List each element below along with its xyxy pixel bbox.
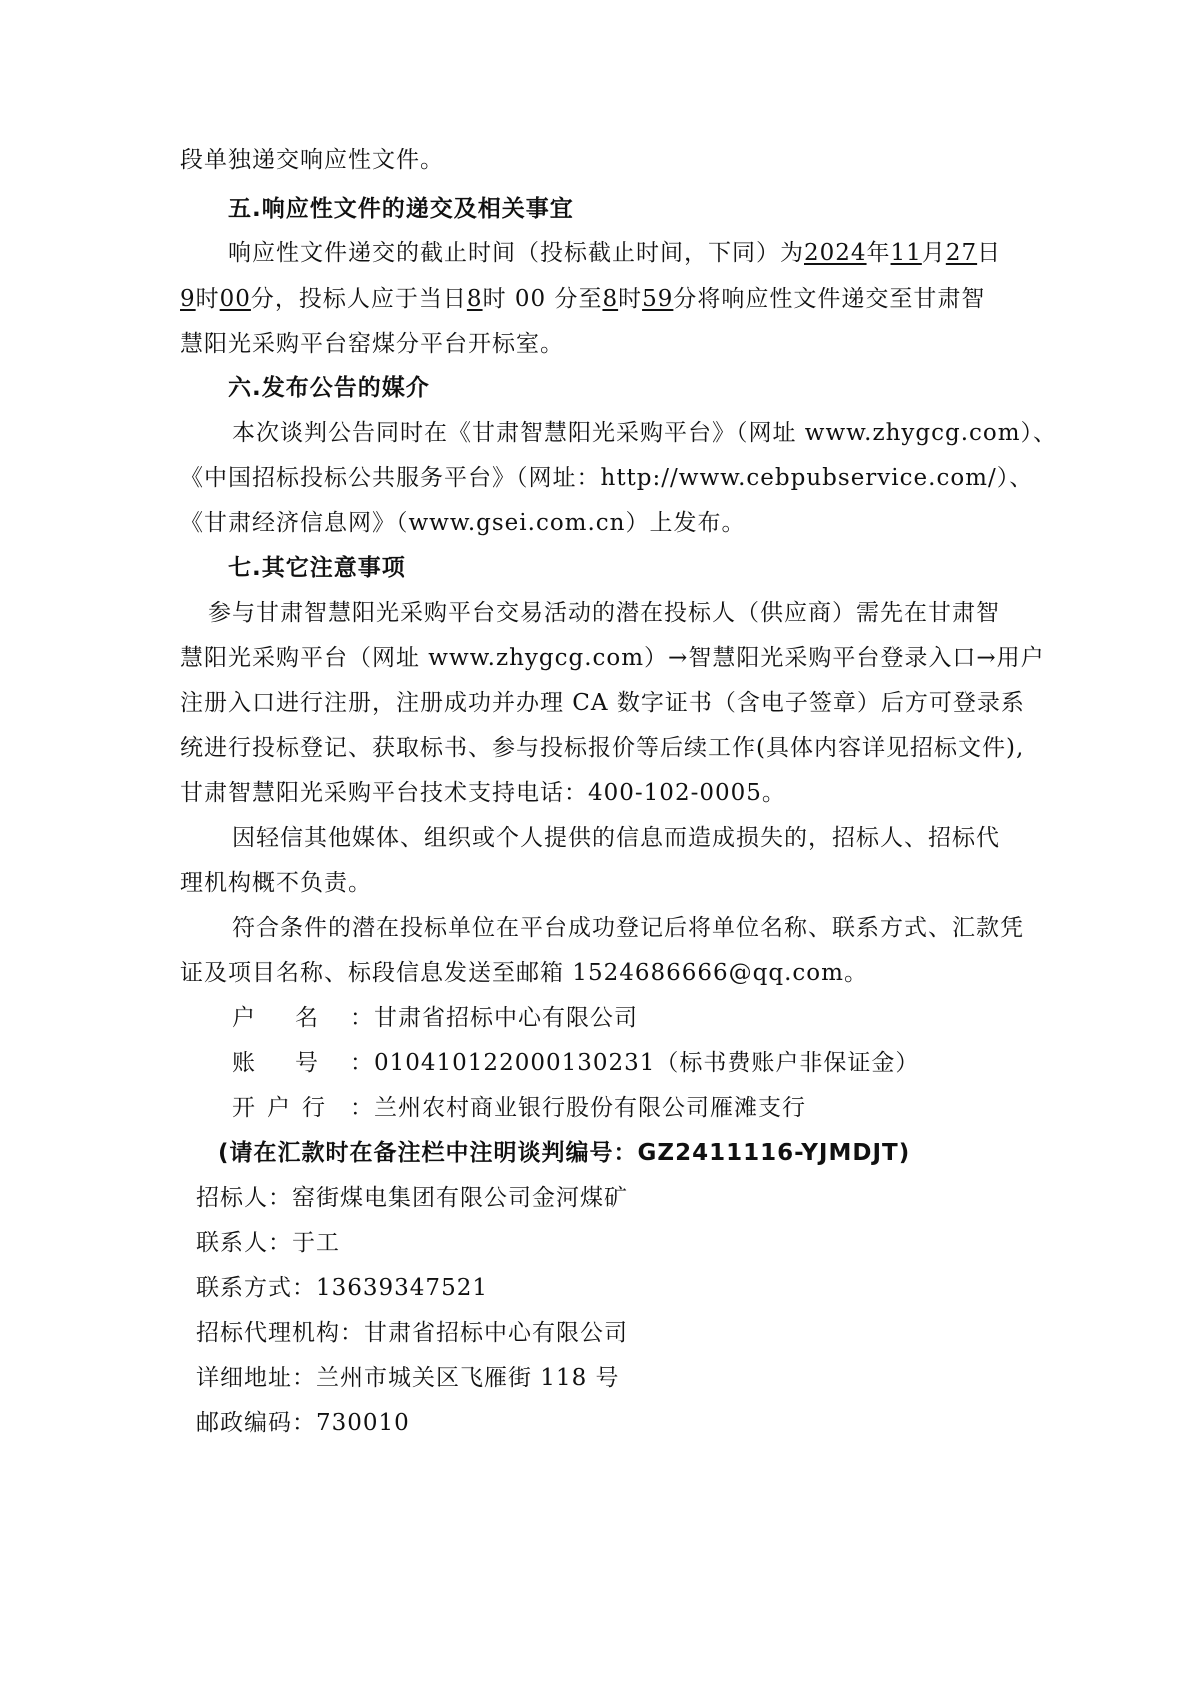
text-line: 《甘肃经济信息网》（www.gsei.com.cn）上发布。 [180, 510, 746, 536]
field-value: ：兰州农村商业银行股份有限公司雁滩支行 [350, 1095, 806, 1121]
field-label: 账号 [232, 1050, 358, 1076]
address: 详细地址：兰州市城关区飞雁街 118 号 [196, 1365, 620, 1391]
text-line: 段单独递交响应性文件。 [180, 147, 444, 173]
text-fragment: 时 [618, 286, 643, 312]
bank-name [232, 1093, 806, 1123]
postcode: 邮政编码：730010 [196, 1410, 410, 1436]
field-label: 户名 [232, 1005, 358, 1031]
deadline-minute: 00 [219, 286, 251, 312]
text-line: 理机构概不负责。 [180, 870, 372, 896]
field-value: ：甘肃省招标中心有限公司 [350, 1005, 638, 1031]
contact-person: 联系人：于工 [196, 1230, 340, 1256]
submit-start-hour: 8 [466, 286, 483, 312]
bank-account-name [232, 1003, 638, 1033]
deadline-day: 27 [945, 240, 978, 266]
text-line: 本次谈判公告同时在《甘肃智慧阳光采购平台》（网址 www.zhygcg.com）、 [232, 420, 1058, 446]
text-line: 慧阳光采购平台窑煤分平台开标室。 [180, 331, 564, 357]
section-heading-6: 六.发布公告的媒介 [228, 375, 430, 401]
field-value: ：010410122000130231（标书费账户非保证金） [350, 1050, 920, 1076]
section-heading-5: 五.响应性文件的递交及相关事宜 [228, 196, 574, 222]
text-fragment: 日 [977, 240, 1002, 266]
text-fragment: 月 [921, 240, 946, 266]
text-line: 统进行投标登记、获取标书、参与投标报价等后续工作(具体内容详见招标文件), [180, 735, 1025, 761]
text-line: 符合条件的潜在投标单位在平台成功登记后将单位名称、联系方式、汇款凭 [232, 915, 1024, 941]
text-fragment: 年 [866, 240, 891, 266]
text-line: 参与甘肃智慧阳光采购平台交易活动的潜在投标人（供应商）需先在甘肃智 [208, 600, 1000, 626]
deadline-month: 11 [890, 240, 922, 266]
text-fragment: 时 [195, 286, 220, 312]
text-line: 因轻信其他媒体、组织或个人提供的信息而造成损失的，招标人、招标代 [232, 825, 1000, 851]
remittance-note: (请在汇款时在备注栏中注明谈判编号：GZ2411116-YJMDJT) [218, 1140, 911, 1166]
text-line: 甘肃智慧阳光采购平台技术支持电话：400-102-0005。 [180, 780, 786, 806]
contact-phone: 联系方式：13639347521 [196, 1275, 488, 1301]
text-fragment: 时 00 分至 [482, 286, 603, 312]
text-line: 证及项目名称、标段信息发送至邮箱 1524686666@qq.com。 [180, 960, 868, 986]
section-heading-7: 七.其它注意事项 [228, 555, 406, 581]
text-line: 《中国招标投标公共服务平台》（网址：http://www.cebpubservice.com/）、 [180, 465, 1034, 491]
text-line: 注册入口进行注册，注册成功并办理 CA 数字证书（含电子签章）后方可登录系 [180, 690, 1025, 716]
tender-agency: 招标代理机构：甘肃省招标中心有限公司 [196, 1320, 628, 1346]
text-fragment: 分将响应性文件递交至甘肃智 [673, 286, 986, 312]
text-fragment: 响应性文件递交的截止时间（投标截止时间，下同）为 [228, 240, 804, 266]
field-label: 开户行 [232, 1095, 337, 1121]
tenderer: 招标人：窑街煤电集团有限公司金河煤矿 [196, 1185, 628, 1211]
submit-end-minute: 59 [642, 286, 674, 312]
deadline-hour: 9 [180, 286, 196, 312]
submit-end-hour: 8 [602, 286, 619, 312]
text-fragment: 分，投标人应于当日 [250, 286, 467, 312]
deadline-line-2 [180, 284, 985, 314]
deadline-year: 2024 [804, 240, 867, 266]
bank-account-number [232, 1048, 919, 1078]
deadline-line-1 [228, 238, 1001, 268]
text-line: 慧阳光采购平台（网址 www.zhygcg.com）→智慧阳光采购平台登录入口→用户 [180, 645, 1045, 671]
